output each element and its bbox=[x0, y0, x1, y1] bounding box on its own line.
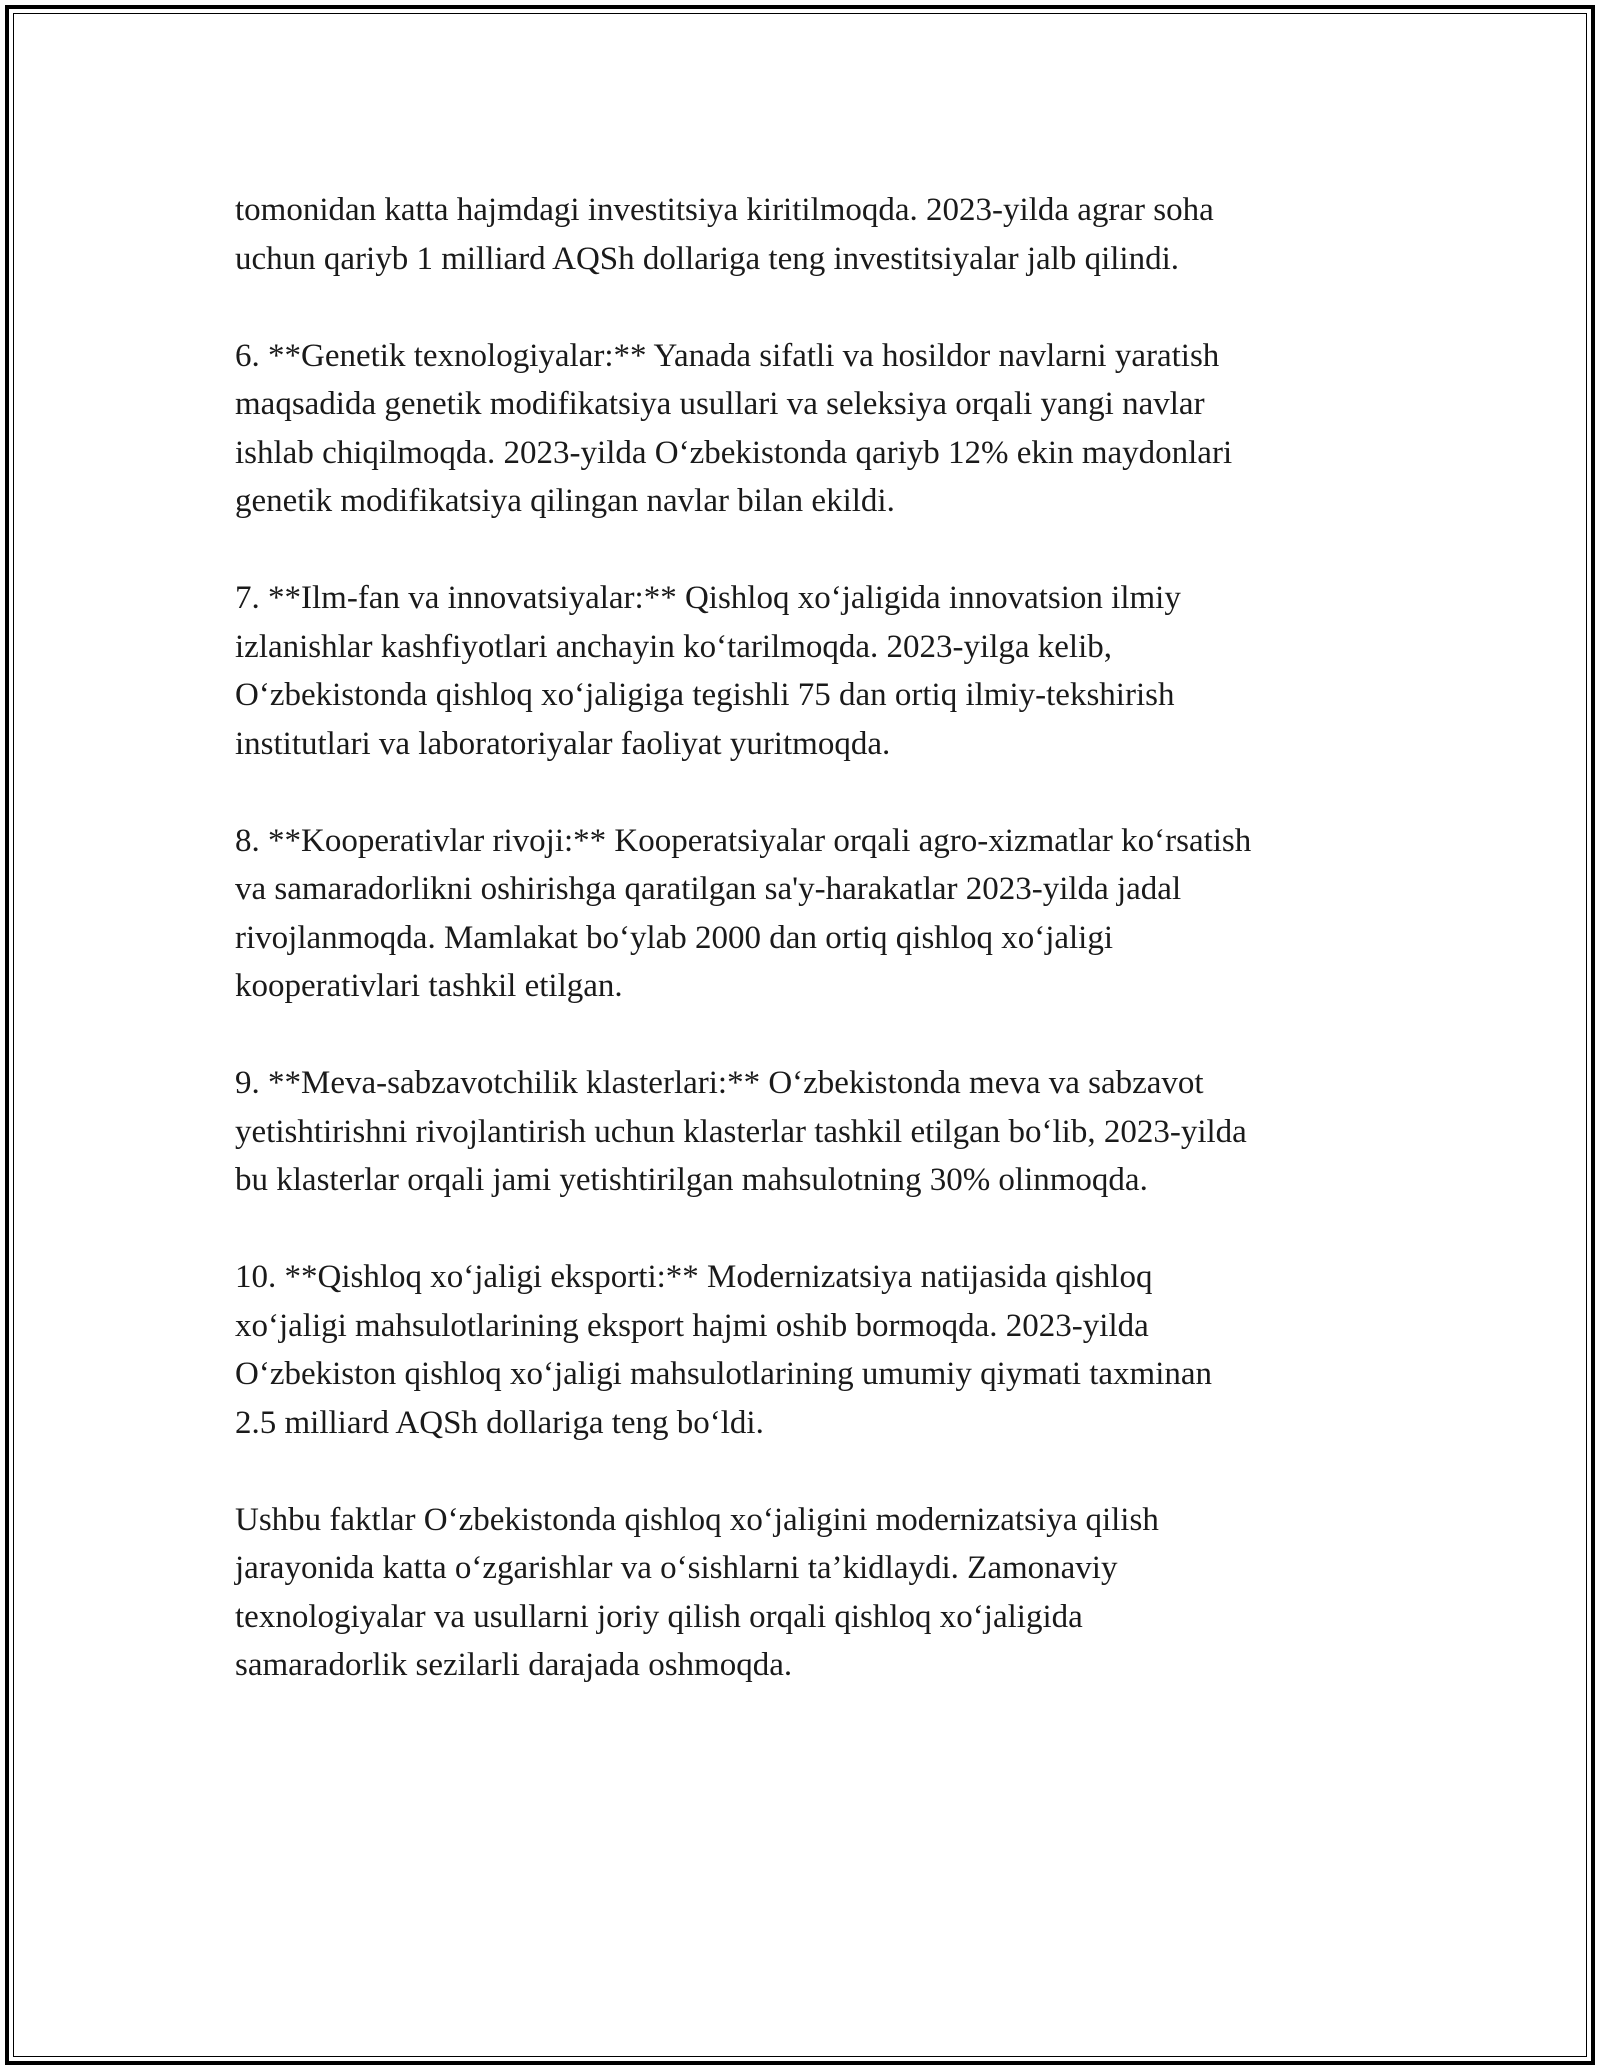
text-line: O‘zbekiston qishloq xo‘jaligi mahsulotlarining umumiy qiymati taxminan bbox=[235, 1356, 1213, 1392]
text-line: bu klasterlar orqali jami yetishtirilgan mahsulotning 30% olinmoqda. bbox=[235, 1162, 1148, 1198]
text-line: institutlari va laboratoriyalar faoliyat yuritmoqda. bbox=[235, 725, 891, 762]
text-line: O‘zbekistonda qishloq xo‘jaligiga tegishli 75 dan ortiq ilmiy-tekshirish bbox=[235, 677, 1175, 713]
text-line: rivojlanmoqda. Mamlakat bo‘ylab 2000 dan ortiq qishloq xo‘jaligi bbox=[235, 919, 1114, 956]
text-line: Ushbu faktlar O‘zbekistonda qishloq xo‘jaligini modernizatsiya qilish bbox=[235, 1501, 1159, 1538]
text-line: 8. **Kooperativlar rivoji:** Kooperatsiyalar orqali agro-xizmatlar ko‘rsatish bbox=[235, 822, 1252, 859]
text-line: samaradorlik sezilarli darajada oshmoqda. bbox=[235, 1647, 793, 1683]
text-line: kooperativlari tashkil etilgan. bbox=[235, 968, 623, 1004]
text-line: va samaradorlikni oshirishga qaratilgan sa'y-harakatlar 2023-yilda jadal bbox=[235, 871, 1182, 907]
text-line: uchun qariyb 1 milliard AQSh dollariga teng investitsiyalar jalb qilindi. bbox=[235, 240, 1180, 277]
text-line: 7. **Ilm-fan va innovatsiyalar:** Qishloq xo‘jaligida innovatsion ilmiy bbox=[235, 580, 1181, 616]
paragraph-investment-continuation bbox=[235, 186, 1385, 283]
text-line: tomonidan katta hajmdagi investitsiya kiritilmoqda. 2023-yilda agrar soha bbox=[235, 192, 1214, 228]
text-line: 9. **Meva-sabzavotchilik klasterlari:** O‘zbekistonda meva va sabzavot bbox=[235, 1065, 1204, 1101]
paragraph-cooperatives bbox=[235, 817, 1385, 1011]
text-line: texnologiyalar va usullarni joriy qilish orqali qishloq xo‘jaligida bbox=[235, 1598, 1083, 1635]
text-line: 10. **Qishloq xo‘jaligi eksporti:** Modernizatsiya natijasida qishloq bbox=[235, 1259, 1153, 1295]
text-line: maqsadida genetik modifikatsiya usullari va seleksiya orqali yangi navlar bbox=[235, 386, 1205, 422]
paragraph-fruit-vegetable-clusters bbox=[235, 1059, 1385, 1205]
text-line: yetishtirishni rivojlantirish uchun klasterlar tashkil etilgan bo‘lib, 2023-yilda bbox=[235, 1113, 1247, 1150]
text-line: 6. **Genetik texnologiyalar:** Yanada sifatli va hosildor navlarni yaratish bbox=[235, 337, 1220, 374]
document-body bbox=[235, 186, 1385, 1690]
text-line: xo‘jaligi mahsulotlarining eksport hajmi oshib bormoqda. 2023-yilda bbox=[235, 1307, 1149, 1344]
paragraph-conclusion bbox=[235, 1496, 1385, 1690]
text-line: 2.5 milliard AQSh dollariga teng bo‘ldi. bbox=[235, 1404, 764, 1441]
paragraph-science-innovation bbox=[235, 574, 1385, 768]
text-line: genetik modifikatsiya qilingan navlar bilan ekildi. bbox=[235, 483, 895, 519]
text-line: izlanishlar kashfiyotlari anchayin ko‘tarilmoqda. 2023-yilga kelib, bbox=[235, 628, 1112, 665]
text-line: jarayonida katta o‘zgarishlar va o‘sishlarni ta’kidlaydi. Zamonaviy bbox=[235, 1550, 1118, 1586]
paragraph-genetic-technologies bbox=[235, 332, 1385, 526]
paragraph-agricultural-export bbox=[235, 1253, 1385, 1447]
text-line: ishlab chiqilmoqda. 2023-yilda O‘zbekistonda qariyb 12% ekin maydonlari bbox=[235, 434, 1233, 471]
